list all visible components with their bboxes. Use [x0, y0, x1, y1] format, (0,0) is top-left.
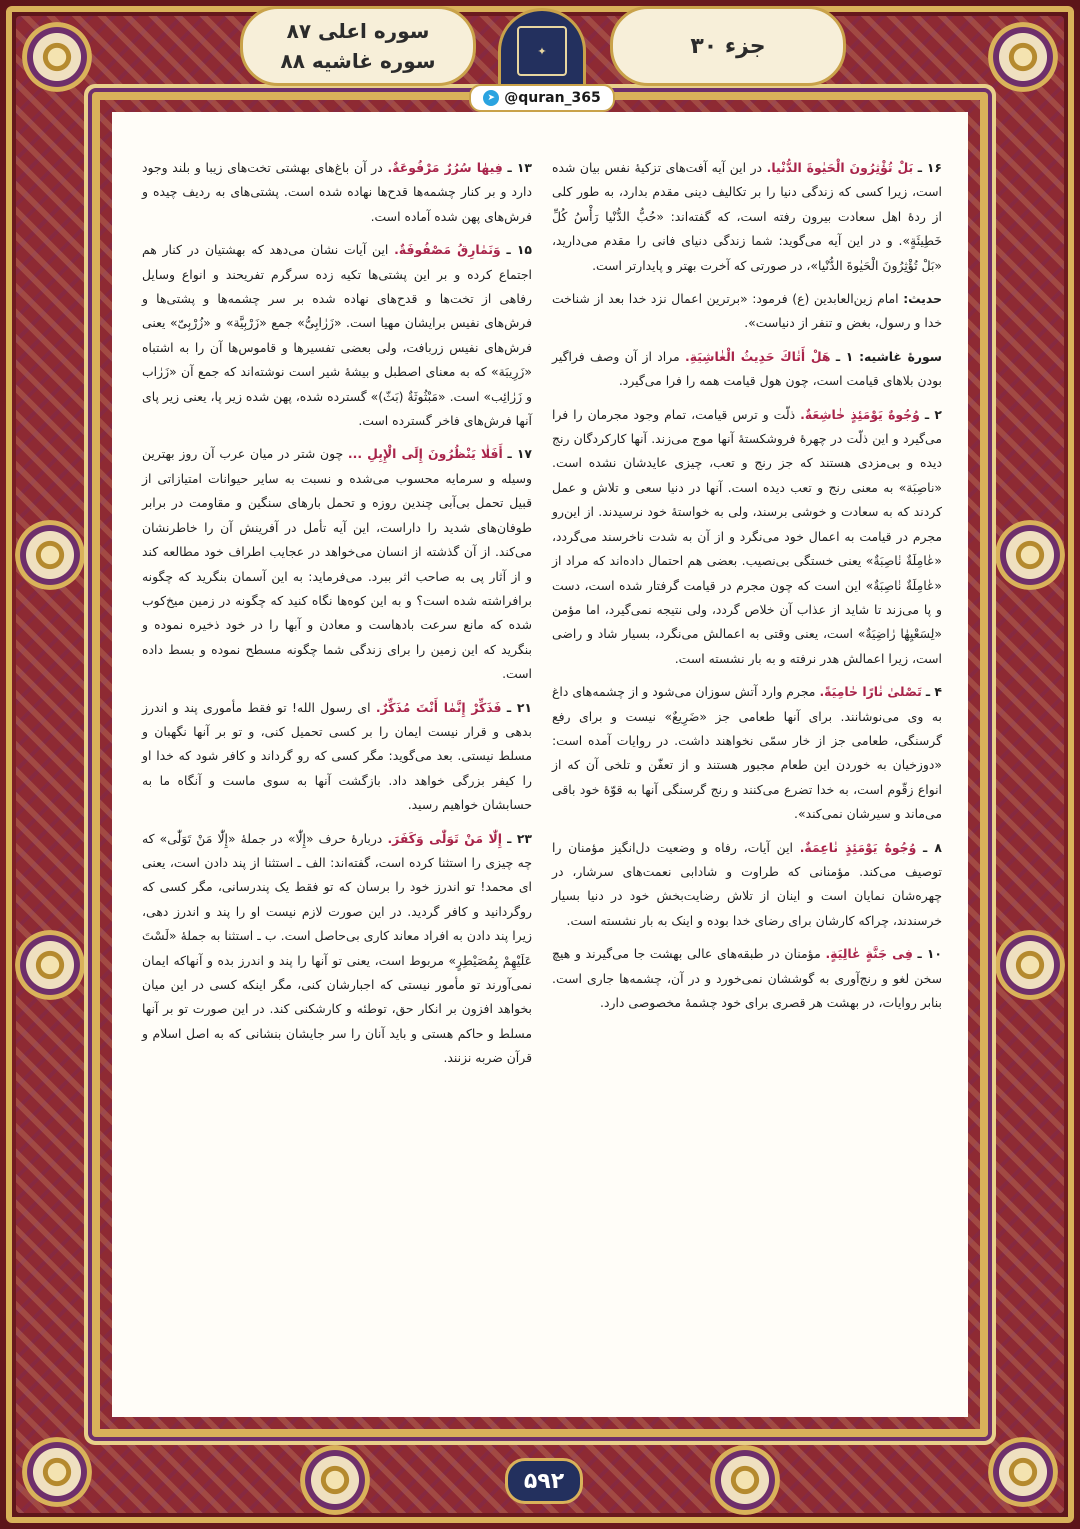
- commentary-paragraph: [552, 680, 942, 826]
- verse-number: ۲۳ ـ: [507, 830, 532, 846]
- commentary-paragraph: [552, 403, 942, 671]
- commentary-text: ذلّت و ترس قیامت، تمام وجود مجرمان را فرا می‌گیرد و این ذلّت در چهرهٔ فروشکستهٔ آنها موج می‌زند. آنها کارکردگان رنج دیده و بی‌مزدی هستند که جز رنج و تعب، چیزی عایدشان نشده است. «ناصِبَة» به معنی رنج و تعب دیده است. آنها در دنیا سعی و تلاش و عمل کردند که به سعادت و خوشی برسند، ولی به خواستهٔ خود نرسیدند. از این‌رو مجرم در قیامت به اعمال خود می‌نگرد و از آن به شدت ناخرسند می‌گردد، «عٰامِلَةٌ نٰاصِبَةٌ» یعنی خستگی بی‌نصیب. بعضی هم احتمال داده‌اند که مراد از «عٰامِلَةٌ نٰاصِبَةٌ» این است که چون مجرم در قیامت گرفتار شده است، دست و پا می‌زند تا شاید از عذاب آن خلاص گردد، ولی نتیجه نمی‌گیرد، اما مؤمن «لِسَعْيِهٰا رٰاضِيَةٌ» است، یعنی وقتی به اعمالش می‌نگرد، بسیار شاد و راضی است، زیرا اعمالش هدر نرفته و به بار نشسته است.: [552, 406, 942, 666]
- verse-text: أَفَلٰا يَنْظُرُونَ إِلَى الْإِبِلِ ...: [347, 446, 503, 462]
- verse-text: فِيهٰا سُرُرٌ مَرْفُوعَةٌ.: [387, 160, 503, 175]
- verse-number: ۲۱ ـ: [506, 699, 532, 715]
- commentary-text: مؤمنان در طبقه‌های عالی بهشت جا می‌گیرند و هیچ سخن لغو و رنج‌آوری به گوششان نمی‌خورد و در آن، چشمه‌ها جاری است. بنابر روایات، در بهشت هر قصری برای خود چشمهٔ مخصوصی دارد.: [552, 946, 942, 1010]
- verse-text: وَنَمٰارِقُ مَصْفُوفَةٌ.: [394, 242, 501, 258]
- commentary-paragraph: [142, 827, 532, 1071]
- commentary-paragraph: [142, 696, 532, 818]
- rosette-ornament: [22, 22, 92, 92]
- verse-number: سورهٔ غاشیه: ۱ ـ: [835, 348, 942, 364]
- telegram-text: @quran_365: [504, 90, 601, 106]
- surah-title-2: سوره غاشیه ۸۸: [280, 49, 436, 73]
- rosette-ornament: [710, 1445, 780, 1515]
- rosette-ornament: [988, 22, 1058, 92]
- commentary-paragraph: [142, 156, 532, 229]
- commentary-paragraph: [142, 238, 532, 433]
- verse-number: حدیث:: [903, 291, 942, 307]
- commentary-paragraph: [552, 345, 942, 394]
- verse-number: ۱۵ ـ: [506, 242, 532, 258]
- verse-text: تَصْلىٰ نٰارًا حٰامِيَةً.: [819, 684, 922, 700]
- commentary-paragraph: [552, 836, 942, 934]
- rosette-ornament: [15, 520, 85, 590]
- juz-label: [610, 6, 846, 86]
- rosette-ornament: [15, 930, 85, 1000]
- verse-number: ۱۰ ـ: [917, 946, 942, 962]
- commentary-text: در آن باغ‌های بهشتی تخت‌های زیبا و بلند وجود دارد و بر کنار چشمه‌ها قدح‌ها نهاده شده است. پشتی‌های به ردیف چیده و فرش‌های پهن شده آماده است.: [142, 160, 532, 224]
- commentary-text: دربارهٔ حرف «إِلّٰا» در جملهٔ «إِلّٰا مَنْ تَوَلّٰى» که چه چیزی را استثنا کرده است، گفته‌اند: الف ـ استثنا از پند دادن است، یعنی ای محمد! تو اندرز خود را برسان که تو فقط یک پندرسانی، مگر کسی که روگردانید و کافر گردید. در این صورت لازم نیست او را پند و اندرز دهی، زیرا پند دادن به افراد معاند کاری بی‌حاصل است. ب ـ استثنا به جملهٔ «لَسْتَ عَلَيْهِمْ بِمُصَيْطِرٍ» مربوط است، یعنی تو آنها را پند و اندرز بده و آنهاکه ایمان نمی‌آورند تو مأمور نیستی که اجبارشان کنی، مگر اینکه کسی در این میان بخواهد افزون بر انکار حق، توطئه و کارشکنی کند. در این صورت تو بر آنها مسلط و حاکم هستی و باید آنان را سر جایشان بنشانی که به اصل اسلام و قرآن ضربه نزنند.: [142, 830, 532, 1066]
- verse-text: فِى جَنَّةٍ عٰالِيَةٍ.: [825, 946, 913, 962]
- commentary-text: این آیات، رفاه و وضعیت دل‌انگیز مؤمنان را توصیف می‌کند. مؤمنانی که طراوت و شادابی نعمت‌های سرشار، در چهره‌شان نمایان است و اینان از تلاش رضایت‌بخش خود در دنیا بسیار خرسندند، چراکه کارشان برای رضای خدا بوده و اینک به بار نشسته است.: [552, 839, 942, 928]
- commentary-paragraph: [552, 156, 942, 278]
- rosette-ornament: [995, 930, 1065, 1000]
- verse-number: ۱۷ ـ: [507, 446, 532, 462]
- verse-number: ۴ ـ: [925, 684, 942, 700]
- rosette-ornament: [300, 1445, 370, 1515]
- commentary-paragraph: [552, 942, 942, 1015]
- rosette-ornament: [995, 520, 1065, 590]
- right-column: [552, 156, 942, 1024]
- telegram-handle[interactable]: [469, 84, 615, 112]
- verse-number: ۲ ـ: [924, 406, 942, 422]
- calligraphy-icon: ✦: [517, 26, 567, 76]
- rosette-ornament: [988, 1437, 1058, 1507]
- surah-label: [240, 6, 476, 86]
- commentary-text: ای رسول الله! تو فقط مأموری پند و اندرز بدهی و قرار نیست ایمان را بر کسی تحمیل کنی، و تو بر آنها نگهبان و مسلط نیستی. بعد می‌گوید: مگر کسی که رو گرداند و کافر شود که خدا او را کیفر بزرگی خواهد داد. بازگشت آنها به سوی ماست و آنگاه ما به حسابشان خواهیم رسید.: [142, 699, 532, 813]
- verse-text: إِلّٰا مَنْ تَوَلّٰى وَكَفَرَ.: [387, 830, 503, 846]
- commentary-paragraph: [552, 287, 942, 336]
- rosette-ornament: [22, 1437, 92, 1507]
- juz-text: جزء ۳۰: [690, 33, 766, 59]
- commentary-paragraph: [142, 442, 532, 686]
- verse-text: وُجُوهٌ يَوْمَئِذٍ نٰاعِمَةٌ.: [799, 839, 917, 855]
- telegram-icon: ➤: [483, 90, 499, 106]
- text-panel: [112, 112, 968, 1417]
- surah-title-1: سوره اعلی ۸۷: [286, 19, 430, 43]
- verse-number: ۱۶ ـ: [917, 160, 942, 175]
- page-number: [505, 1458, 583, 1504]
- commentary-text: مجرم وارد آتش سوزان می‌شود و از چشمه‌های داغ به وی می‌نوشانند. برای آنها طعامی جز «ضَرِيعٌ» نیست و برای رفع گرسنگی، طعامی جز از خار سمّی نخواهند داشت. در روایات آمده است: «دوزخیان به خوردن این طعام مجبور هستند و از تعفّن و تلخی آن که از انواع زقّوم است، به خدا تضرع می‌کنند و رنج گرسنگی آنها به قوّهٔ خود باقی می‌ماند و سیرشان نمی‌کند».: [552, 684, 942, 822]
- verse-number: ۸ ـ: [923, 839, 942, 855]
- verse-text: وُجُوهٌ يَوْمَئِذٍ خٰاشِعَةٌ.: [800, 406, 920, 422]
- verse-text: بَلْ تُؤْثِرُونَ الْحَيٰوةَ الدُّنْيا.: [766, 160, 914, 175]
- commentary-text: امام زین‌العابدین (ع) فرمود: «برترین اعمال نزد خدا بعد از شناخت خدا و رسول، بغض و تنفر از دنیاست».: [552, 291, 942, 331]
- quran-logo: [498, 8, 586, 94]
- commentary-text: در این آیه آفت‌های تزکیهٔ نفس بیان شده است، زیرا کسی که زندگی دنیا را بر تکالیف دینی مقدم بدارد، به طور کلی از ردهٔ اهل سعادت بیرون رفته است، که گفته‌اند: «حُبُّ الدُّنْيا رَأْسُ كُلِّ خَطِيئَةٍ». و در این آیه می‌گوید: شما زندگی دنیای فانی را مقدم می‌دارید، «بَلْ تُؤْثِرُونَ الْحَيٰوةَ الدُّنْيا»، در صورتی که آخرت بهتر و پایدارتر است.: [552, 160, 942, 273]
- commentary-text: مراد از آن وصف فراگیر بودن بلاهای قیامت است، چون هول قیامت همه را فرا می‌گیرد.: [552, 348, 942, 389]
- left-column: [142, 156, 532, 1080]
- commentary-text: این آیات نشان می‌دهد که بهشتیان در کنار هم اجتماع کرده و بر این پشتی‌ها تکیه زده سرگرم تفریحند و انواع وسایل رفاهی از تخت‌ها و قدح‌های نهاده شده بر سر چشمه‌ها و پشتی‌ها و فرش‌های نفیس برایشان مهیا است. «زَرٰابِىُّ» جمع «زَرْبِيَّة» و «زُرْبِىّ» یعنی فرش‌های نفیس زربافت، ولی بعضی تفسیرها و قاموس‌ها آن را به اشتباه «زَرِيبَة» که به معنای اصطبل و بیشهٔ شیر است نوشته‌اند که جمع آن «زَرٰاب و زَرٰائِب» است. «مَبْثُوثَةٌ (بَثّ)» گسترده شده، پهن شده زیر پا، یعنی زیر پای آنها فرش‌های فاخر گسترده است.: [142, 242, 532, 429]
- verse-text: فَذَكِّرْ إِنَّمٰا أَنْتَ مُذَكِّرٌ.: [375, 699, 502, 715]
- verse-text: هَلْ أَتٰاكَ حَدِيثُ الْغٰاشِيَةِ.: [685, 348, 831, 364]
- commentary-text: چون شتر در میان عرب آن روز بهترین وسیله و سرمایه محسوب می‌شده و نسبت به سایر حیوانات امتیازاتی از قبیل تحمل بی‌آبی چندین روزه و تحمل بارهای سنگین و مقاومت در برابر طوفان‌های شدید را داراست، این آیه تأمل در آفرینش آن را خاطرنشان می‌کند. از آن گذشته از انسان می‌خواهد در عجایب اطراف خود مطالعه کند و از آثار پی به صاحب اثر ببرد. می‌فرماید: به این آسمان بنگرید که چگونه برافراشته شده است؟ و به این کوه‌ها نگاه کنید که چگونه در زمین میخ‌کوب شده که مانع سرعت بادهاست و معادن و آبها را در خود ذخیره نموده و بنگرید که این زمین را برای زندگی شما چگونه مسطح نموده و بسط داده است.: [142, 446, 532, 682]
- page-number-text: ۵۹۲: [523, 1468, 565, 1494]
- verse-number: ۱۳ ـ: [507, 160, 532, 175]
